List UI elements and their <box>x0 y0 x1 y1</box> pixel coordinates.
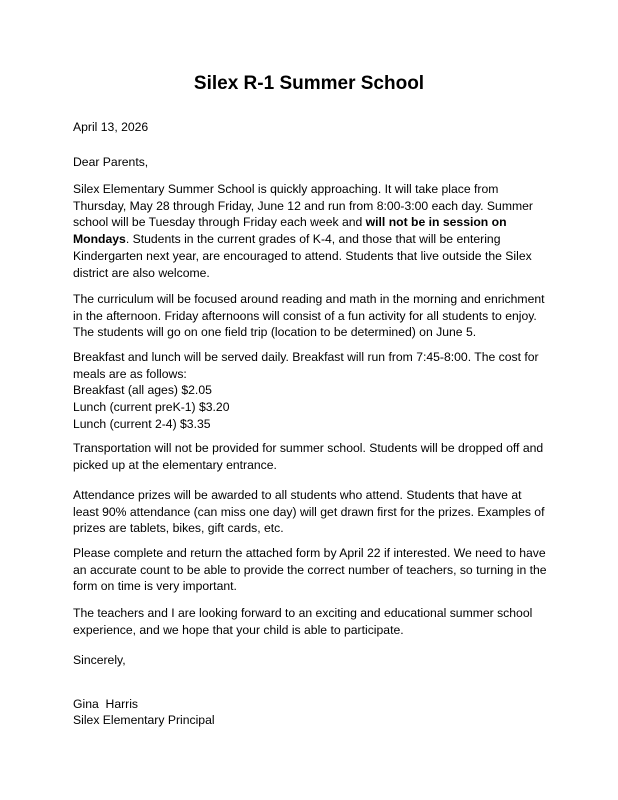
paragraph-closing-remarks <box>73 605 553 638</box>
paragraph-curriculum <box>73 291 553 341</box>
paragraph-line: meals are as follows: <box>73 366 187 381</box>
paragraph-text: . Students in the current grades of K-4, and those that will be entering <box>125 232 501 247</box>
paragraph-line: prizes are tablets, bikes, gift cards, etc. <box>73 521 284 536</box>
paragraph-line: picked up at the elementary entrance. <box>73 457 277 472</box>
paragraph-line: Transportation will not be provided for summer school. Students will be dropped off and <box>73 441 544 455</box>
paragraph-line: Please complete and return the attached form by April 22 if interested. We need to have <box>73 546 546 560</box>
paragraph-line: least 90% attendance (can miss one day) will get drawn first for the prizes. Examples of <box>73 504 545 519</box>
salutation: Dear Parents, <box>73 155 149 169</box>
paragraph-text: school will be Tuesday through Friday each week and <box>73 215 366 230</box>
paragraph-line: Breakfast and lunch will be served daily. Breakfast will run from 7:45-8:00. The cost for <box>73 350 539 364</box>
signer-title: Silex Elementary Principal <box>73 713 215 727</box>
paragraph-meals <box>73 349 553 433</box>
paragraph-line: form on time is very important. <box>73 579 237 594</box>
paragraph-attendance <box>73 487 553 537</box>
paragraph-line: Silex Elementary Summer School is quickly approaching. It will take place from <box>73 182 499 196</box>
paragraph-line <box>73 214 553 231</box>
meal-price-lunch-2-4: Lunch (current 2-4) $3.35 <box>73 416 211 431</box>
paragraph-transportation <box>73 440 553 473</box>
page-title: Silex R-1 Summer School <box>193 73 425 94</box>
paragraph-line <box>73 231 553 248</box>
paragraph-line: The students will go on one field trip (location to be determined) on June 5. <box>73 325 477 340</box>
paragraph-line: The curriculum will be focused around reading and math in the morning and enrichment <box>73 292 545 306</box>
paragraph-line: The teachers and I are looking forward to an exciting and educational summer school <box>73 606 533 620</box>
signer-name: Gina Harris <box>73 697 139 711</box>
emphasis-text: Mondays <box>73 232 126 247</box>
paragraph-line: Kindergarten next year, are encouraged to attend. Students that live outside the Silex <box>73 248 532 263</box>
emphasis-text: will not be in session on <box>365 215 507 230</box>
letter-date: April 13, 2026 <box>73 120 149 134</box>
paragraph-line: an accurate count to be able to provide the correct number of teachers, so turning in the <box>73 562 547 577</box>
paragraph-dates <box>73 181 553 281</box>
meal-price-breakfast: Breakfast (all ages) $2.05 <box>73 383 212 398</box>
paragraph-form <box>73 545 553 595</box>
paragraph-line: experience, and we hope that your child is able to participate. <box>73 622 404 637</box>
closing: Sincerely, <box>73 653 126 667</box>
paragraph-line: Thursday, May 28 through Friday, June 12 and run from 8:00-3:00 each day. Summer <box>73 198 533 213</box>
paragraph-line: in the afternoon. Friday afternoons will consist of a fun activity for all students to enjoy. <box>73 308 537 323</box>
paragraph-line: district are also welcome. <box>73 265 210 280</box>
meal-price-lunch-prek-1: Lunch (current preK-1) $3.20 <box>73 400 230 415</box>
paragraph-line: Attendance prizes will be awarded to all students who attend. Students that have at <box>73 488 522 502</box>
